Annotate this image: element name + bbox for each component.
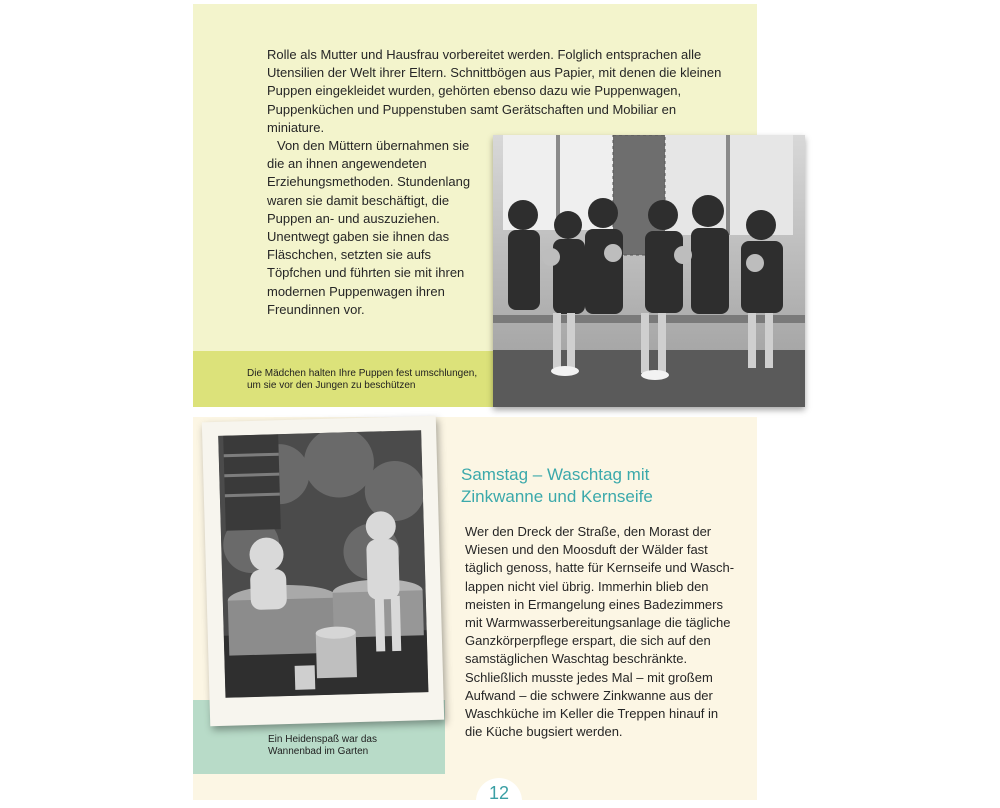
bath-photo-frame <box>202 416 444 726</box>
caption-line: Wannenbad im Garten <box>268 745 369 757</box>
girls-with-dolls-photo <box>493 135 805 407</box>
text-line: Wiesen und den Moosduft der Wälder fast <box>465 542 708 558</box>
text-line: meisten in Ermangelung eines Badezimmers <box>465 596 723 612</box>
text-line: Unentwegt gaben sie ihnen das <box>267 229 450 245</box>
text-line: lappen nicht viel übrig. Immerhin blieb den <box>465 578 709 594</box>
text-line: samstäglichen Waschtag beschränkte. <box>465 651 688 667</box>
heading-line: Samstag – Waschtag mit <box>461 465 650 484</box>
text-line: Aufwand – die schwere Zinkwanne aus der <box>465 687 713 703</box>
bottom-photo-caption <box>268 734 438 757</box>
text-line: Von den Müttern übernahmen sie <box>277 138 470 153</box>
text-line: Puppen eingekleidet wurden, gehörten ebenso dazu wie Puppenwagen, <box>267 83 682 99</box>
text-line: waren sie damit beschäftigt, die <box>267 192 450 208</box>
text-line: Schließlich musste jedes Mal – mit großem <box>465 669 713 685</box>
page-number: 12 <box>476 778 522 808</box>
text-line: Puppen an- und auszuziehen. <box>267 210 440 226</box>
bath-in-garden-image <box>218 430 428 698</box>
top-photo-caption <box>247 368 492 391</box>
text-line: die Küche bugsiert werden. <box>465 724 623 740</box>
text-line: mit Warmwasserbereitungsanlage die tägliche <box>465 615 731 631</box>
text-line: täglich genoss, hatte für Kernseife und Wasch- <box>465 560 735 576</box>
bath-in-garden-photo <box>218 430 428 698</box>
dolls-paragraph <box>267 137 489 319</box>
girls-with-dolls-image <box>493 135 805 407</box>
washday-paragraph <box>465 523 735 741</box>
text-line: Waschküche im Keller die Treppen hinauf in <box>465 706 719 722</box>
text-line: die an ihnen angewendeten <box>267 156 427 172</box>
intro-paragraph <box>267 46 722 137</box>
caption-line: um sie vor den Jungen zu beschützen <box>247 379 416 391</box>
text-line: Erziehungsmethoden. Stundenlang <box>267 174 471 190</box>
text-line: Fläschchen, setzten sie aufs <box>267 247 432 263</box>
text-line: Utensilien der Welt ihrer Eltern. Schnittbögen aus Papier, mit denen die kleinen <box>267 65 722 81</box>
text-line: Ganzkörperpflege erspart, die sich auf den <box>465 633 711 649</box>
text-line: Töpfchen und führten sie mit ihren <box>267 265 465 281</box>
section-heading <box>461 464 741 508</box>
caption-line: Die Mädchen halten Ihre Puppen fest umschlungen, <box>247 368 478 379</box>
text-line: miniature. <box>267 119 325 135</box>
text-line: Freundinnen vor. <box>267 301 365 317</box>
text-line: Puppenküchen und Puppenstuben samt Gerätschaften und Mobiliar en <box>267 101 677 117</box>
caption-line: Ein Heidenspaß war das <box>268 734 377 745</box>
text-line: modernen Puppenwagen ihren <box>267 283 445 299</box>
text-line: Wer den Dreck der Straße, den Morast der <box>465 524 712 539</box>
heading-line: Zinkwanne und Kernseife <box>461 487 653 506</box>
text-line: Rolle als Mutter und Hausfrau vorbereitet werden. Folglich entsprachen alle <box>267 47 702 62</box>
